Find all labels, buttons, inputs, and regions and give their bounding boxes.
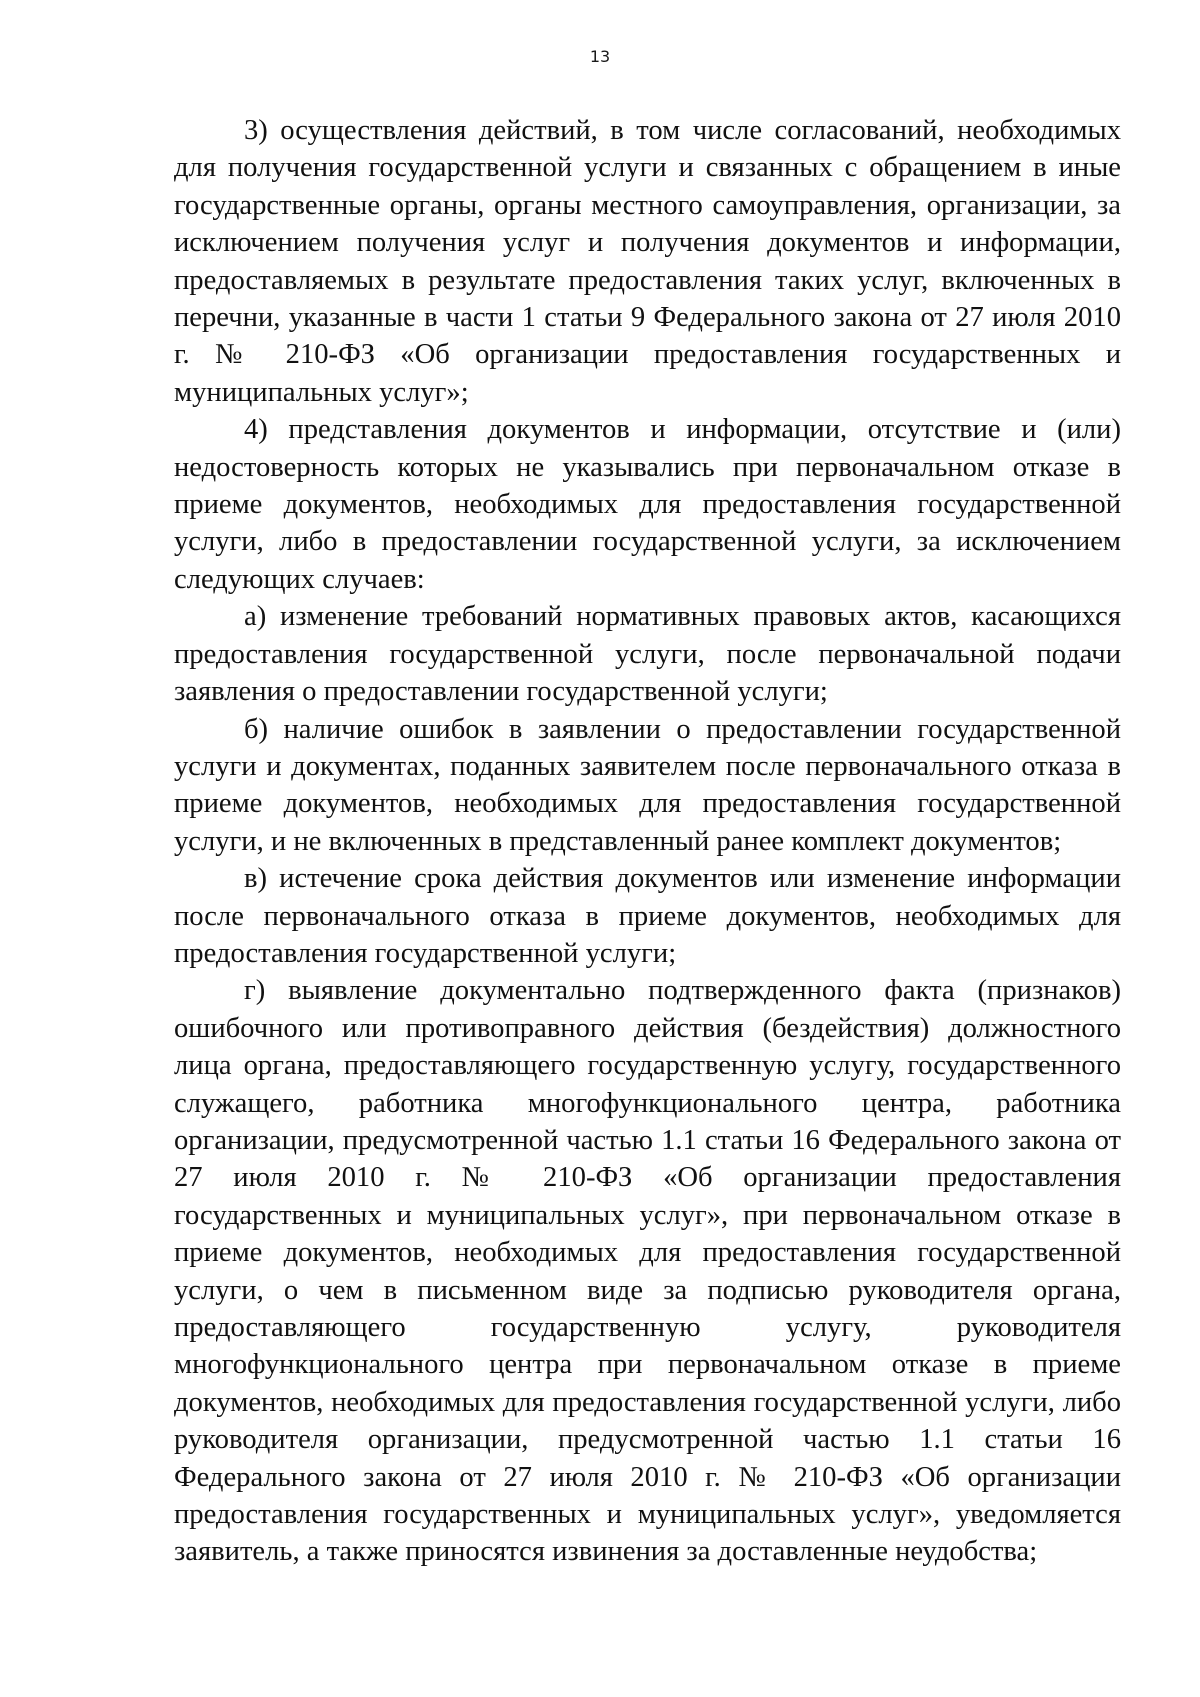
- subparagraph-g: г) выявление документально подтвержденного факта (признаков) ошибочного или противоправного действия (бездействия) должностного лица органа, предоставляющего государственную услугу, государственного служащего, работника многофункционального центра, работника организации, предусмотренной частью 1.1 статьи 16 Федерального закона от 27 июля 2010 г. № 210-ФЗ «Об организации предоставления государственных и муниципальных услуг», при первоначальном отказе в приеме документов, необходимых для предоставления государственной услуги, о чем в письменном виде за подписью руководителя органа, предоставляющего государственную услугу, руководителя многофункционального центра при первоначальном отказе в приеме документов, необходимых для предоставления государственной услуги, либо руководителя организации, предусмотренной частью 1.1 статьи 16 Федерального закона от 27 июля 2010 г. № 210-ФЗ «Об организации предоставления государственных и муниципальных услуг», уведомляется заявитель, а также приносятся извинения за доставленные неудобства;: [174, 975, 1121, 1568]
- document-body: [174, 112, 1121, 1571]
- paragraph-item-3: 3) осуществления действий, в том числе согласований, необходимых для получения государственной услуги и связанных с обращением в иные государственные органы, органы местного самоуправления, организации, за исключением получения услуг и получения документов и информации, предоставляемых в результате предоставления таких услуг, включенных в перечни, указанные в части 1 статьи 9 Федерального закона от 27 июля 2010 г. № 210-ФЗ «Об организации предоставления государственных и муниципальных услуг»;: [174, 115, 1121, 408]
- paragraph-item-4: 4) представления документов и информации, отсутствие и (или) недостоверность которых не указывались при первоначальном отказе в приеме документов, необходимых для предоставления государственной услуги, либо в предоставлении государственной услуги, за исключением следующих случаев:: [174, 414, 1121, 595]
- subparagraph-a: а) изменение требований нормативных правовых актов, касающихся предоставления государственной услуги, после первоначальной подачи заявления о предоставлении государственной услуги;: [174, 601, 1121, 708]
- subparagraph-v: в) истечение срока действия документов или изменение информации после первоначального отказа в приеме документов, необходимых для предоставления государственной услуги;: [174, 863, 1121, 969]
- page-number: 13: [589, 47, 611, 66]
- subparagraph-b: б) наличие ошибок в заявлении о предоставлении государственной услуги и документах, поданных заявителем после первоначального отказа в приеме документов, необходимых для предоставления государственной услуги, и не включенных в представленный ранее комплект документов;: [174, 713, 1121, 857]
